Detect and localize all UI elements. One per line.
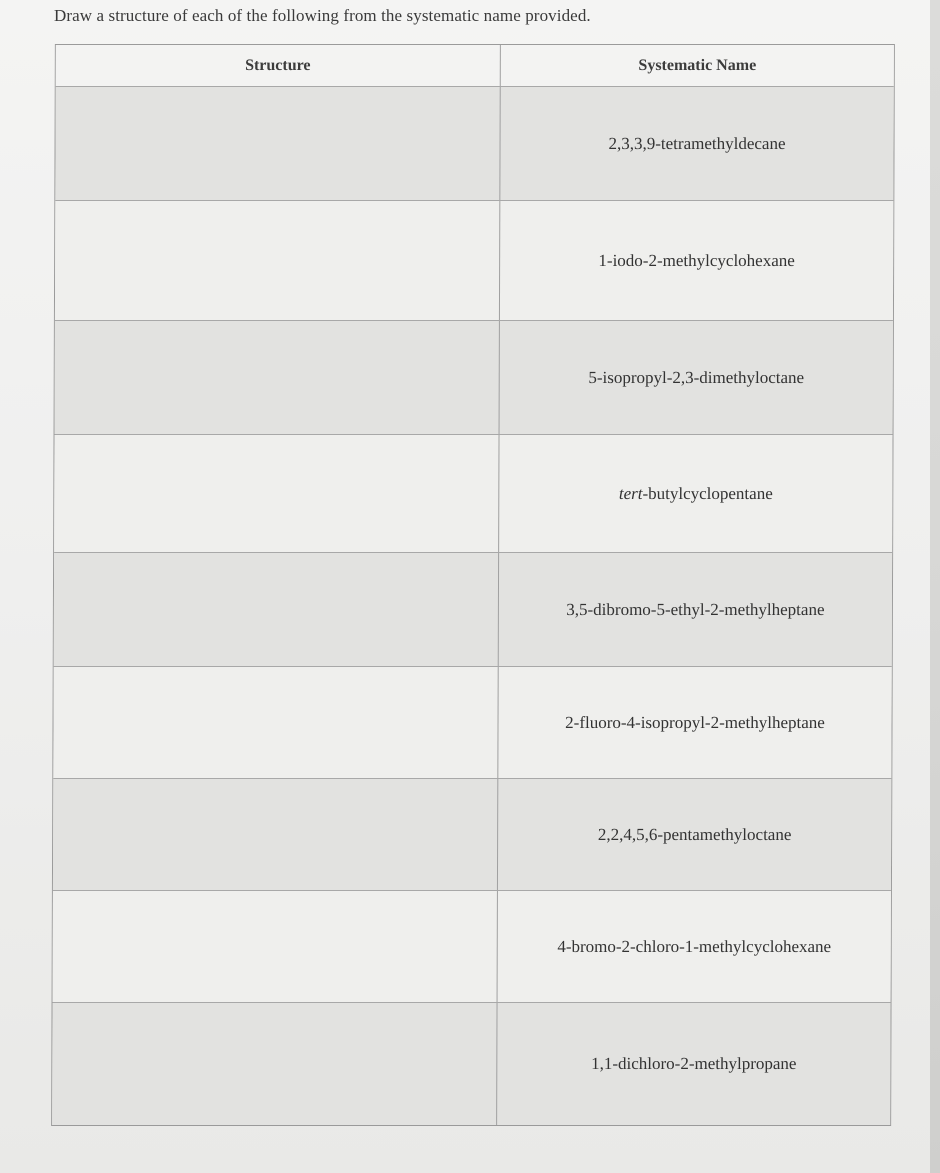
name-cell (497, 1003, 890, 1125)
name-cell (499, 435, 892, 552)
name-column-header (501, 45, 894, 86)
table-row (53, 779, 891, 891)
structure-cell[interactable] (52, 1003, 497, 1125)
table-row (54, 553, 892, 667)
table-row (52, 1003, 890, 1125)
structure-cell[interactable] (53, 667, 498, 778)
name-cell (498, 667, 891, 778)
table-row (53, 891, 891, 1003)
structure-cell[interactable] (55, 321, 500, 434)
structure-header-label: Structure (245, 56, 311, 74)
name-cell (498, 779, 891, 890)
structure-cell[interactable] (54, 553, 499, 666)
table-row (53, 667, 891, 779)
structure-cell[interactable] (53, 891, 498, 1002)
structure-name-table (51, 44, 895, 1126)
table-row (55, 321, 893, 435)
name-cell (500, 321, 893, 434)
systematic-name: 1,1-dichloro-2-methylpropane (591, 1054, 797, 1073)
table-row (54, 435, 892, 553)
structure-column-header (56, 45, 501, 86)
systematic-name: 2,3,3,9-tetramethyldecane (608, 133, 786, 153)
table-row (55, 201, 893, 321)
systematic-name: 4-bromo-2-chloro-1-methylcyclohexane (557, 936, 832, 956)
instructions: Draw a structure of each of the following from the systematic name provided. (54, 6, 591, 25)
structure-cell[interactable] (53, 779, 498, 890)
systematic-name: 5-isopropyl-2,3-dimethyloctane (588, 367, 805, 387)
structure-cell[interactable] (55, 87, 500, 200)
structure-cell[interactable] (55, 201, 500, 320)
systematic-name: tert-butylcyclopentane (618, 483, 773, 503)
systematic-name: 2-fluoro-4-isopropyl-2-methylheptane (565, 712, 825, 732)
systematic-name: 2,2,4,5,6-pentamethyloctane (597, 824, 792, 844)
structure-cell[interactable] (54, 435, 499, 552)
name-cell (500, 87, 893, 200)
name-cell (499, 553, 892, 666)
systematic-name: 3,5-dibromo-5-ethyl-2-methylheptane (566, 599, 825, 619)
name-cell (500, 201, 893, 320)
table-header-row (56, 45, 894, 87)
systematic-name: 1-iodo-2-methylcyclohexane (598, 250, 795, 270)
name-header-label: Systematic Name (638, 56, 757, 74)
name-cell (498, 891, 891, 1002)
table-row (55, 87, 893, 201)
